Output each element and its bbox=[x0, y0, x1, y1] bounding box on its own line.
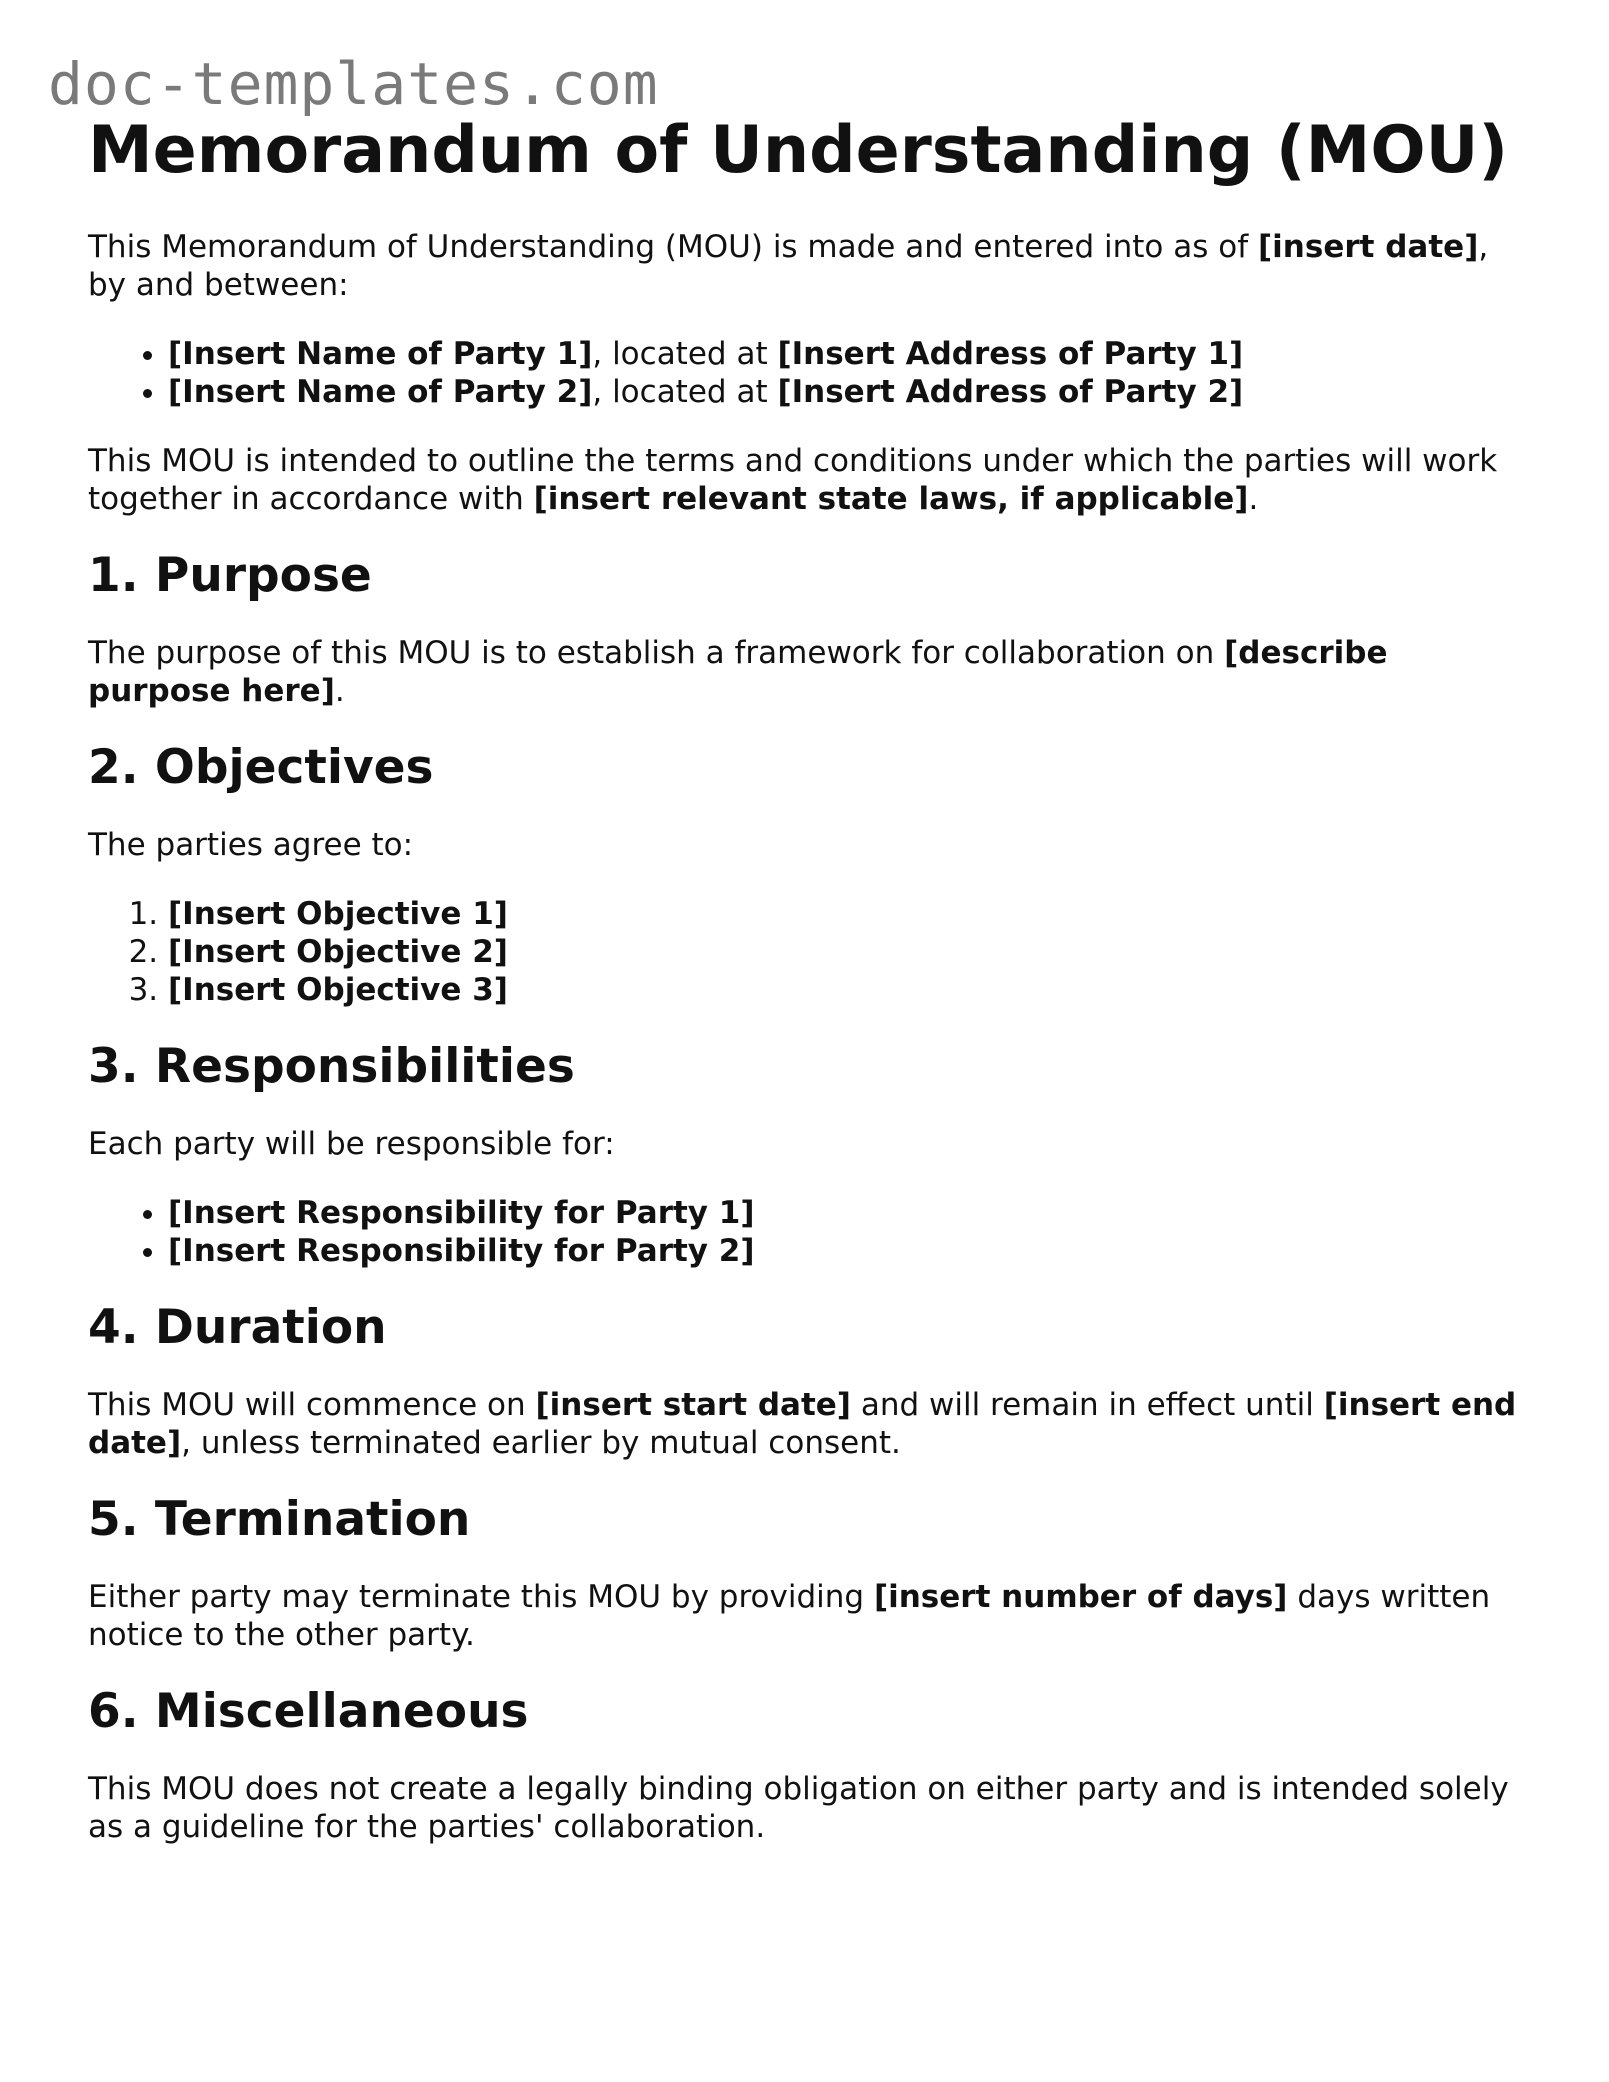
purpose-text-end: . bbox=[334, 673, 345, 709]
objectives-intro: The parties agree to: bbox=[88, 827, 414, 863]
party-connector: , located at bbox=[592, 336, 778, 372]
start-date-placeholder: [insert start date] bbox=[535, 1387, 851, 1423]
objective-item bbox=[168, 971, 1528, 1009]
termination-text-end: days written notice to the other party. bbox=[88, 1579, 1491, 1653]
responsibility-item bbox=[168, 1194, 1528, 1232]
purpose-text: The purpose of this MOU is to establish a framework for collaboration on bbox=[88, 635, 1225, 671]
objective-item bbox=[168, 895, 1528, 933]
party-name: [Insert Name of Party 2] bbox=[168, 374, 593, 410]
objective-item bbox=[168, 933, 1528, 971]
responsibility-text: [Insert Responsibility for Party 1] bbox=[168, 1195, 755, 1231]
objective-text: [Insert Objective 1] bbox=[168, 896, 508, 932]
intent-text-end: . bbox=[1248, 481, 1259, 517]
days-placeholder: [insert number of days] bbox=[873, 1579, 1288, 1615]
parties-list bbox=[88, 335, 1528, 411]
intro-paragraph bbox=[88, 228, 1528, 304]
miscellaneous-paragraph: This MOU does not create a legally binding obligation on either party and is intended solely as a guideline for the parties' collaboration. bbox=[88, 1771, 1509, 1845]
document-title: Memorandum of Understanding (MOU) bbox=[88, 113, 1509, 188]
miscellaneous-heading: 6. Miscellaneous bbox=[88, 1684, 529, 1739]
intent-paragraph bbox=[88, 442, 1528, 518]
party-address: [Insert Address of Party 2] bbox=[777, 374, 1244, 410]
date-placeholder: [insert date] bbox=[1258, 229, 1479, 265]
termination-text: Either party may terminate this MOU by providing bbox=[88, 1579, 874, 1615]
objective-text: [Insert Objective 2] bbox=[168, 934, 508, 970]
responsibility-item bbox=[168, 1232, 1528, 1270]
purpose-heading: 1. Purpose bbox=[88, 548, 372, 603]
objectives-list bbox=[88, 895, 1528, 1009]
responsibilities-heading: 3. Responsibilities bbox=[88, 1039, 575, 1094]
responsibility-text: [Insert Responsibility for Party 2] bbox=[168, 1233, 755, 1269]
party-address: [Insert Address of Party 1] bbox=[777, 336, 1244, 372]
party-item bbox=[168, 335, 1528, 373]
intro-text-end: , by and between: bbox=[88, 229, 1489, 303]
duration-text-mid: and will remain in effect until bbox=[850, 1387, 1324, 1423]
duration-text: This MOU will commence on bbox=[88, 1387, 536, 1423]
party-connector: , located at bbox=[592, 374, 778, 410]
purpose-paragraph bbox=[88, 634, 1528, 710]
termination-paragraph bbox=[88, 1578, 1528, 1654]
laws-placeholder: [insert relevant state laws, if applicable] bbox=[533, 481, 1249, 517]
intro-text: This Memorandum of Understanding (MOU) is made and entered into as of bbox=[88, 229, 1258, 265]
objective-text: [Insert Objective 3] bbox=[168, 972, 508, 1008]
termination-heading: 5. Termination bbox=[88, 1492, 471, 1547]
purpose-placeholder: [describe purpose here] bbox=[88, 635, 1388, 709]
party-item bbox=[168, 373, 1528, 411]
responsibilities-list bbox=[88, 1194, 1528, 1270]
duration-paragraph bbox=[88, 1386, 1528, 1462]
duration-heading: 4. Duration bbox=[88, 1300, 387, 1355]
document bbox=[88, 112, 1528, 1846]
end-date-placeholder: [insert end date] bbox=[88, 1387, 1517, 1461]
watermark: doc-templates.com bbox=[48, 50, 659, 118]
objectives-heading: 2. Objectives bbox=[88, 740, 434, 795]
responsibilities-intro: Each party will be responsible for: bbox=[88, 1126, 615, 1162]
duration-text-end: , unless terminated earlier by mutual consent. bbox=[181, 1425, 901, 1461]
party-name: [Insert Name of Party 1] bbox=[168, 336, 593, 372]
intent-text: This MOU is intended to outline the terms and conditions under which the parties will work together in accordance with bbox=[88, 443, 1498, 517]
